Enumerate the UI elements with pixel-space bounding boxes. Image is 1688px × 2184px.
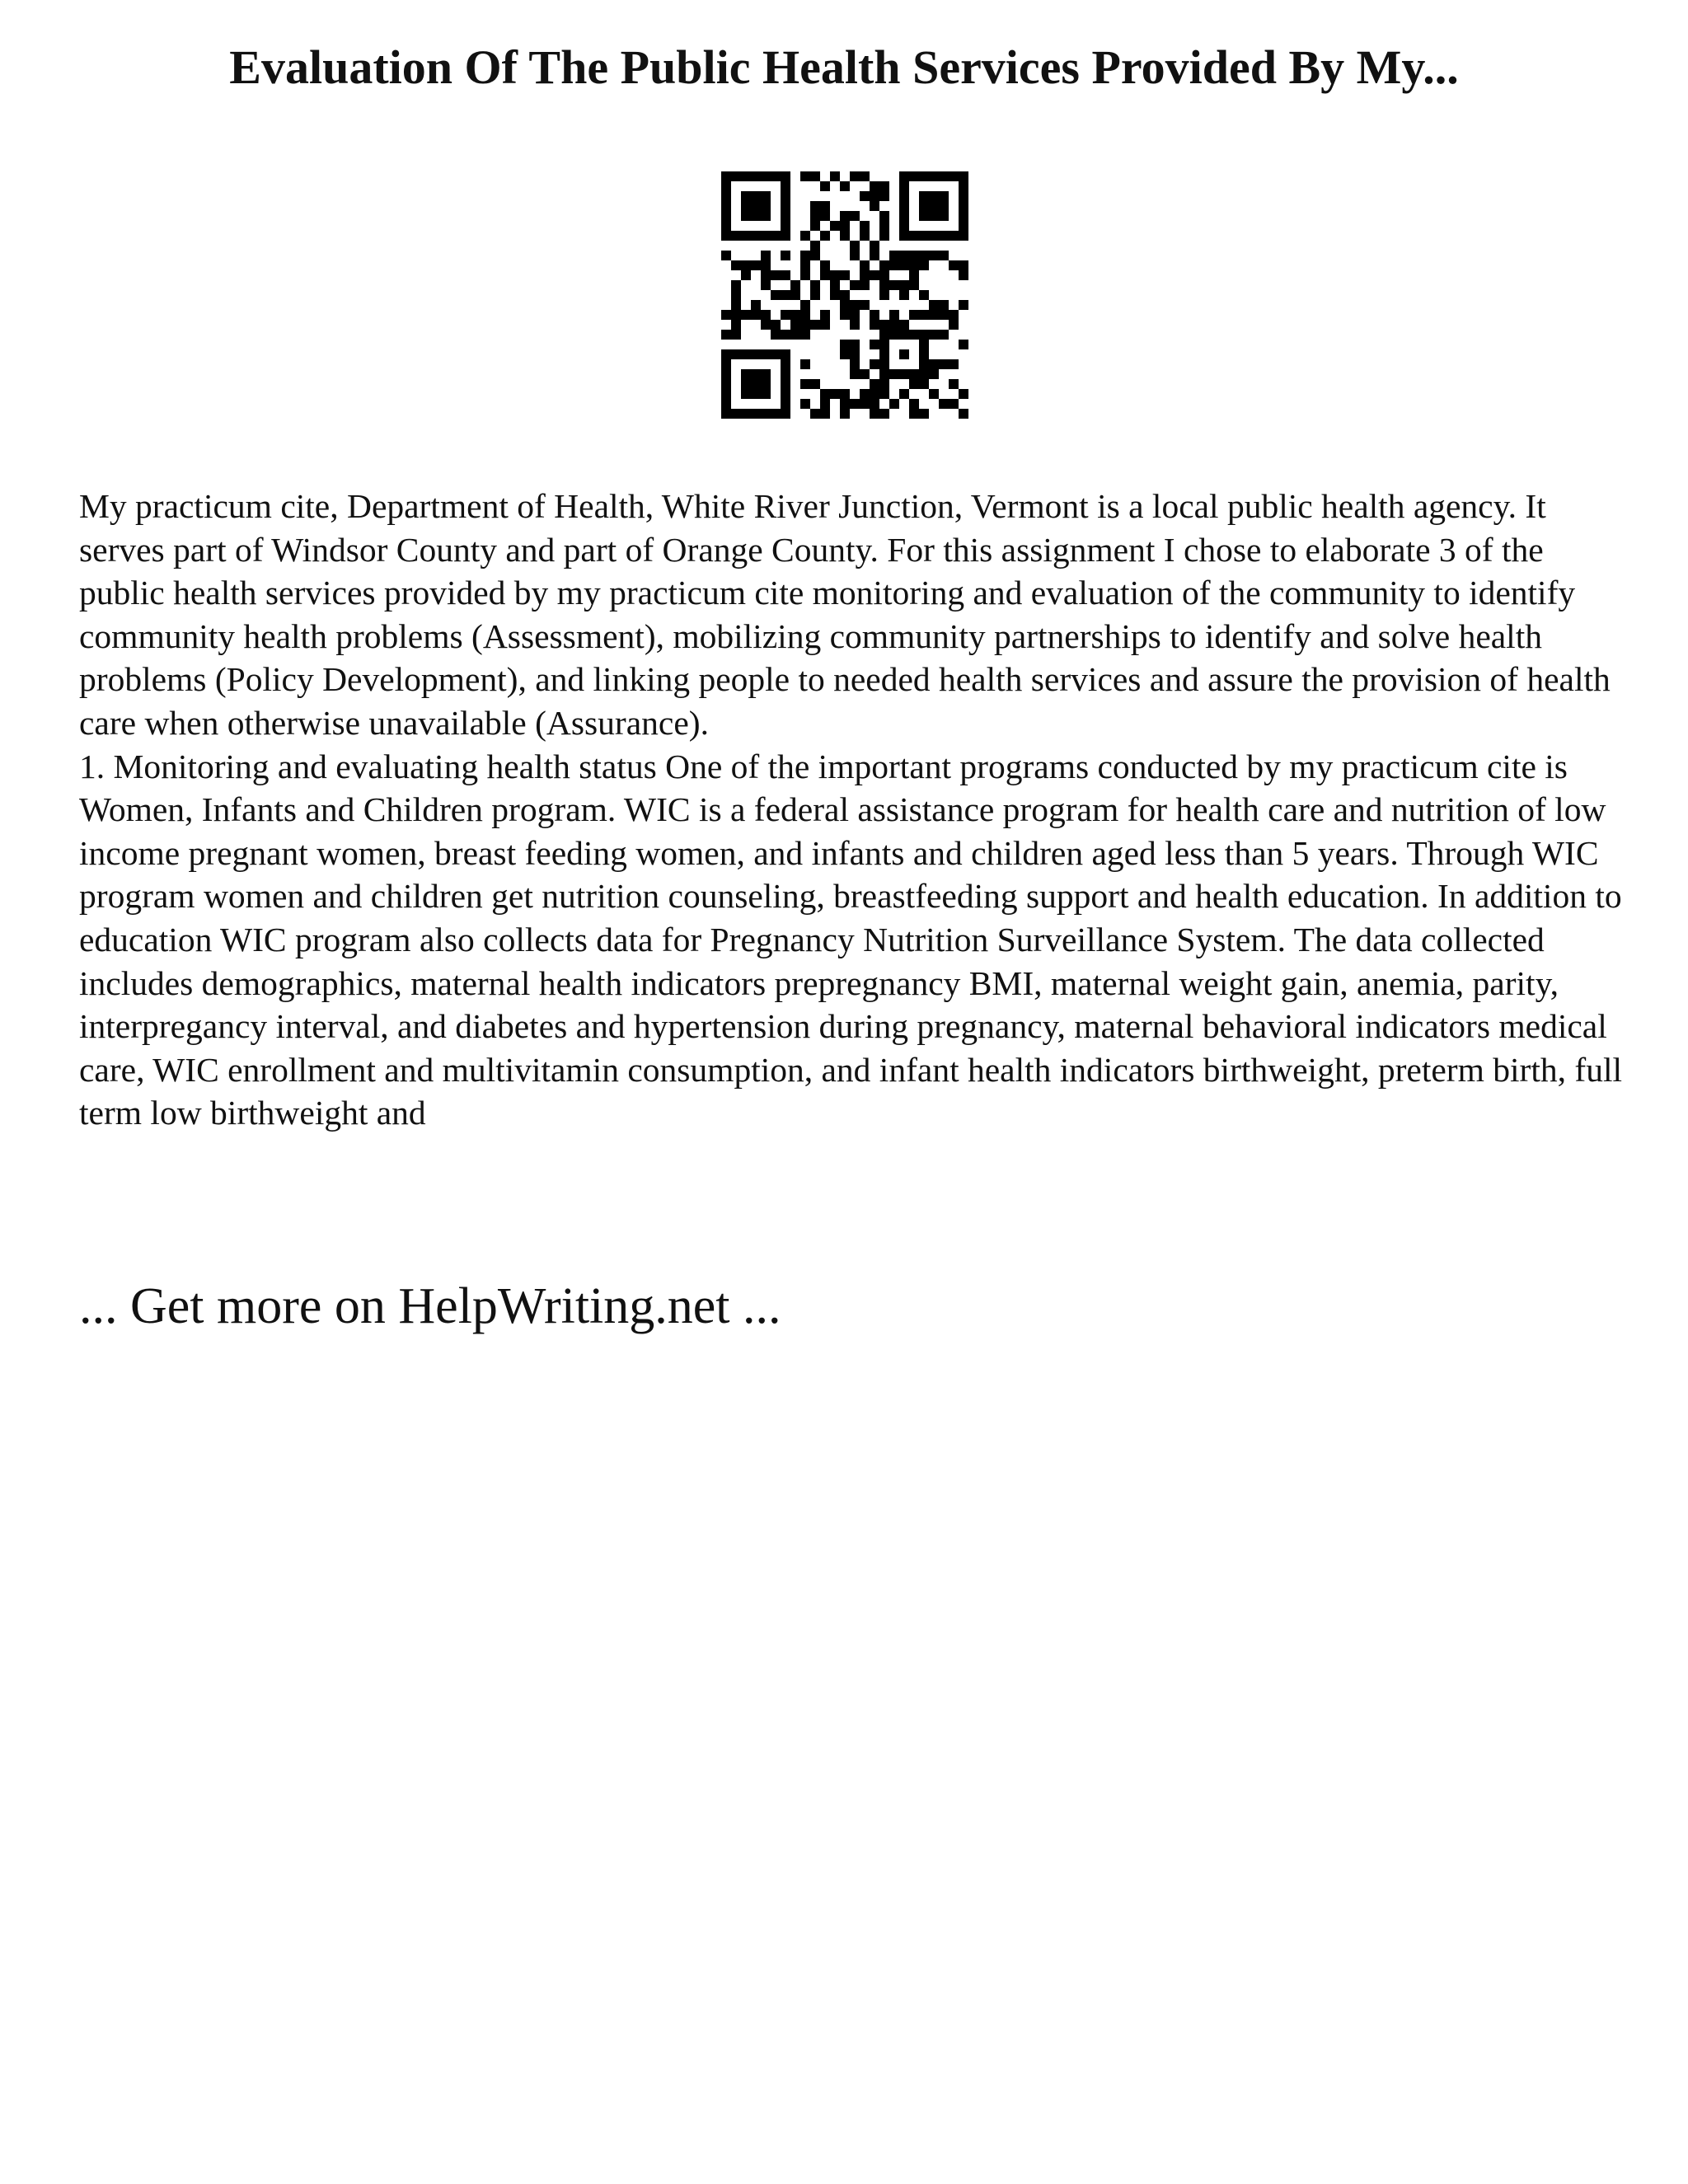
get-more-link[interactable]: ... Get more on HelpWriting.net ... — [79, 1278, 781, 1334]
paragraph-monitoring: 1. Monitoring and evaluating health status One of the important programs conducted by my practicum cite is Women, Infants and Children program. WIC is a federal assistance program for health care and nutrition of low income pregnant women, breast feeding women, and infants and children aged less than 5 years. Through WIC program women and children get nutrition counseling, breastfeeding support and health education. In addition to education WIC program also collects data for Pregnancy Nutrition Surveillance System. The data collected includes demographics, maternal health indicators prepregnancy BMI, maternal weight gain, anemia, parity, interpregancy interval, and diabetes and hypertension during pregnancy, maternal behavioral indicators medical care, WIC enrollment and multivitamin consumption, and infant health indicators birthweight, preterm birth, full term low birthweight and — [79, 747, 1623, 1132]
paragraph-intro: My practicum cite, Department of Health, White River Junction, Vermont is a local public health agency. It serves part of Windsor County and part of Orange County. For this assignment I chose to elaborate 3 of the public health services provided by my practicum cite monitoring and evaluation of the community to identify community health problems (Assessment), mobilizing community partnerships to identify and solve health problems (Policy Development), and linking people to needed health services and assure the provision of health care when otherwise unavailable (Assurance). — [79, 487, 1611, 742]
qr-code-icon — [721, 171, 968, 419]
qr-code-graphic — [721, 171, 968, 419]
article-body — [79, 485, 1629, 1135]
page-title: Evaluation Of The Public Health Services Provided By My... — [229, 40, 1459, 94]
